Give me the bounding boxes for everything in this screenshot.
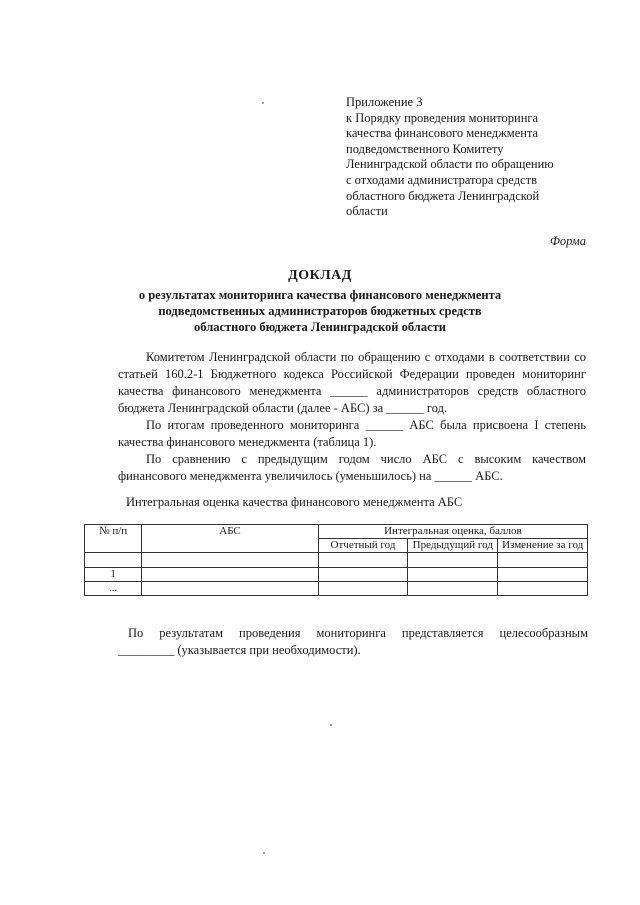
row-number: ... — [85, 582, 142, 596]
cell — [142, 553, 319, 568]
cell — [408, 553, 498, 568]
cell — [408, 582, 498, 596]
conclusion-line: По результатам проведения мониторинга представляется целесообразным — [128, 626, 588, 640]
table-row — [85, 553, 588, 568]
appendix-line: области — [346, 204, 388, 219]
cell — [408, 568, 498, 582]
appendix-line: Ленинградской области по обращению — [346, 157, 554, 172]
appendix-line: областного бюджета Ленинградской — [346, 188, 540, 203]
header-change: Изменение за год — [498, 539, 588, 553]
cell — [498, 553, 588, 568]
score-table — [84, 524, 588, 596]
row-number: 1 — [85, 568, 142, 582]
conclusion-text — [118, 625, 588, 659]
appendix-line: с отходами администратора средств — [346, 172, 537, 187]
form-label: Форма — [549, 234, 586, 248]
subtitle-line: подведомственных администраторов бюджетных средств — [158, 304, 482, 318]
cell — [142, 568, 319, 582]
header-abs: АБС — [142, 525, 319, 553]
appendix-block — [346, 95, 596, 220]
paragraph: Комитетом Ленинградской области по обращению с отходами в соответствии со статьей 160.2-1 Бюджетного кодекса Российской Федерации проведен мониторинг качества финансового менеджмента ______ администраторов средств областного бюджета Ленинградской области (далее - АБС) за ______ год. — [118, 350, 586, 415]
table-row — [85, 568, 588, 582]
table-row — [85, 582, 588, 596]
document-subtitle — [100, 287, 540, 335]
cell — [142, 582, 319, 596]
header-previous-year: Предыдущий год — [408, 539, 498, 553]
header-num: № п/п — [85, 525, 142, 553]
cell — [318, 568, 407, 582]
conclusion-line: _________ (указывается при необходимости). — [118, 643, 361, 657]
appendix-line: к Порядку проведения мониторинга — [346, 110, 539, 125]
table-header-row — [85, 525, 588, 539]
table-caption: Интегральная оценка качества финансового менеджмента АБС — [126, 495, 463, 509]
appendix-line: качества финансового менеджмента — [346, 126, 539, 141]
scan-speck — [330, 724, 332, 726]
paragraph: По итогам проведенного мониторинга ______ АБС была присвоена I степень качества финансового менеджмента (таблица 1). — [118, 418, 586, 449]
scan-speck — [263, 852, 265, 854]
header-score-group: Интегральная оценка, баллов — [318, 525, 587, 539]
subtitle-line: областного бюджета Ленинградской области — [194, 320, 446, 334]
appendix-line: подведомственного Комитету — [346, 141, 504, 156]
header-current-year: Отчетный год — [318, 539, 407, 553]
cell — [318, 553, 407, 568]
paragraph: По сравнению с предыдущим годом число АБС с высоким качеством финансового менеджмента увеличилось (уменьшилось) на ______ АБС. — [118, 452, 586, 483]
subtitle-line: о результатах мониторинга качества финансового менеджмента — [138, 288, 502, 302]
appendix-line: Приложение 3 — [346, 95, 423, 109]
cell — [85, 553, 142, 568]
document-title: ДОКЛАД — [288, 268, 352, 283]
body-text — [118, 349, 586, 485]
cell — [498, 582, 588, 596]
scan-speck — [262, 102, 264, 104]
cell — [498, 568, 588, 582]
cell — [318, 582, 407, 596]
